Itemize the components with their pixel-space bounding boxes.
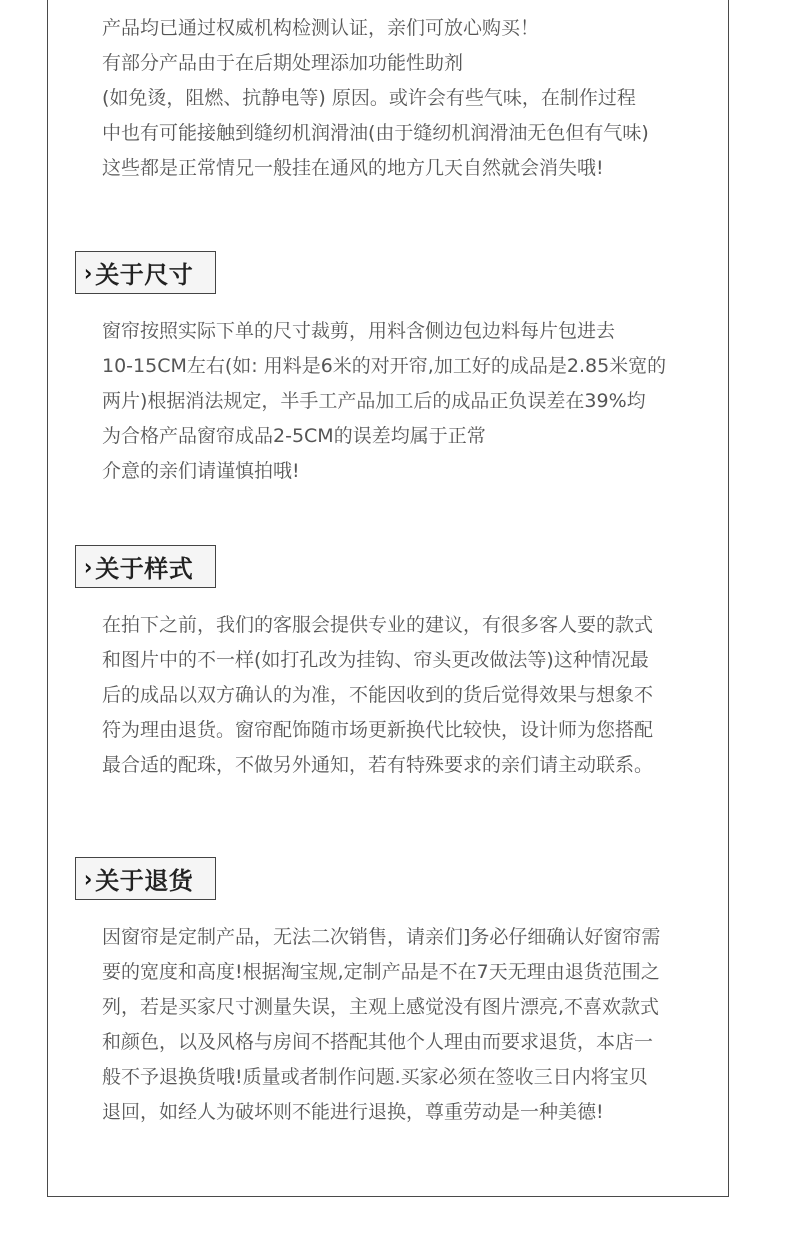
- intro-line: 这些都是正常情兄一般挂在通风的地方几天自然就会消失哦!: [102, 157, 604, 179]
- section-paragraph-style: [102, 608, 712, 783]
- paragraph-line: 最合适的配珠，不做另外通知，若有特殊要求的亲们请主动联系。: [102, 754, 654, 776]
- paragraph-line: 和颜色，以及风格与房间不搭配其他个人理由而要求退货，本店一: [102, 1031, 654, 1053]
- intro-line: (如免烫，阻燃、抗静电等) 原因。或许会有些气味，在制作过程: [102, 87, 636, 109]
- paragraph-line: 要的宽度和高度!根据淘宝规,定制产品是不在7天无理由退货范围之: [102, 961, 660, 983]
- section-paragraph-returns: [102, 920, 712, 1130]
- paragraph-line: 和图片中的不一样(如打孔改为挂钩、帘头更改做法等)这种情况最: [102, 649, 649, 671]
- paragraph-line: 两片)根据消法规定，半手工产品加工后的成品正负误差在39%均: [102, 390, 646, 412]
- chevron-right-icon: ›: [84, 259, 93, 286]
- section-title: 关于尺寸: [95, 261, 194, 289]
- paragraph-line: 退回，如经人为破坏则不能进行退换，尊重劳动是一种美德!: [102, 1101, 604, 1123]
- paragraph-line: 窗帘按照实际下单的尺寸裁剪，用料含侧边包边料每片包进去: [102, 320, 616, 342]
- chevron-right-icon: ›: [84, 553, 93, 580]
- paragraph-line: 后的成品以双方确认的为准，不能因收到的货后觉得效果与想象不: [102, 684, 654, 706]
- section-heading-style: [75, 545, 216, 588]
- paragraph-line: 符为理由退货。窗帘配饰随市场更新换代比较快，设计师为您搭配: [102, 719, 654, 741]
- intro-line: 产品均已通过权威机构检测认证，亲们可放心购买！: [102, 17, 540, 39]
- section-title: 关于退货: [95, 867, 194, 895]
- intro-line: 中也有可能接触到缝纫机润滑油(由于缝纫机润滑油无色但有气味): [102, 122, 649, 144]
- section-heading-size: [75, 251, 216, 294]
- paragraph-line: 在拍下之前，我们的客服会提供专业的建议，有很多客人要的款式: [102, 614, 654, 636]
- chevron-right-icon: ›: [84, 865, 93, 892]
- paragraph-line: 10-15CM左右(如: 用料是6米的对开帘,加工好的成品是2.85米宽的: [102, 355, 667, 377]
- section-title: 关于样式: [95, 555, 194, 583]
- section-heading-returns: [75, 857, 216, 900]
- paragraph-line: 般不予退换货哦!质量或者制作问题.买家必须在签收三日内将宝贝: [102, 1066, 648, 1088]
- intro-paragraph: [102, 11, 712, 186]
- paragraph-line: 为合格产品窗帘成品2-5CM的误差均属于正常: [102, 425, 486, 447]
- paragraph-line: 列，若是买家尺寸测量失误，主观上感觉没有图片漂亮,不喜欢款式: [102, 996, 660, 1018]
- section-paragraph-size: [102, 314, 712, 489]
- paragraph-line: 因窗帘是定制产品，无法二次销售，请亲们]务必仔细确认好窗帘需: [102, 926, 661, 948]
- intro-line: 有部分产品由于在后期处理添加功能性助剂: [102, 52, 464, 74]
- paragraph-line: 介意的亲们请谨慎拍哦!: [102, 460, 300, 482]
